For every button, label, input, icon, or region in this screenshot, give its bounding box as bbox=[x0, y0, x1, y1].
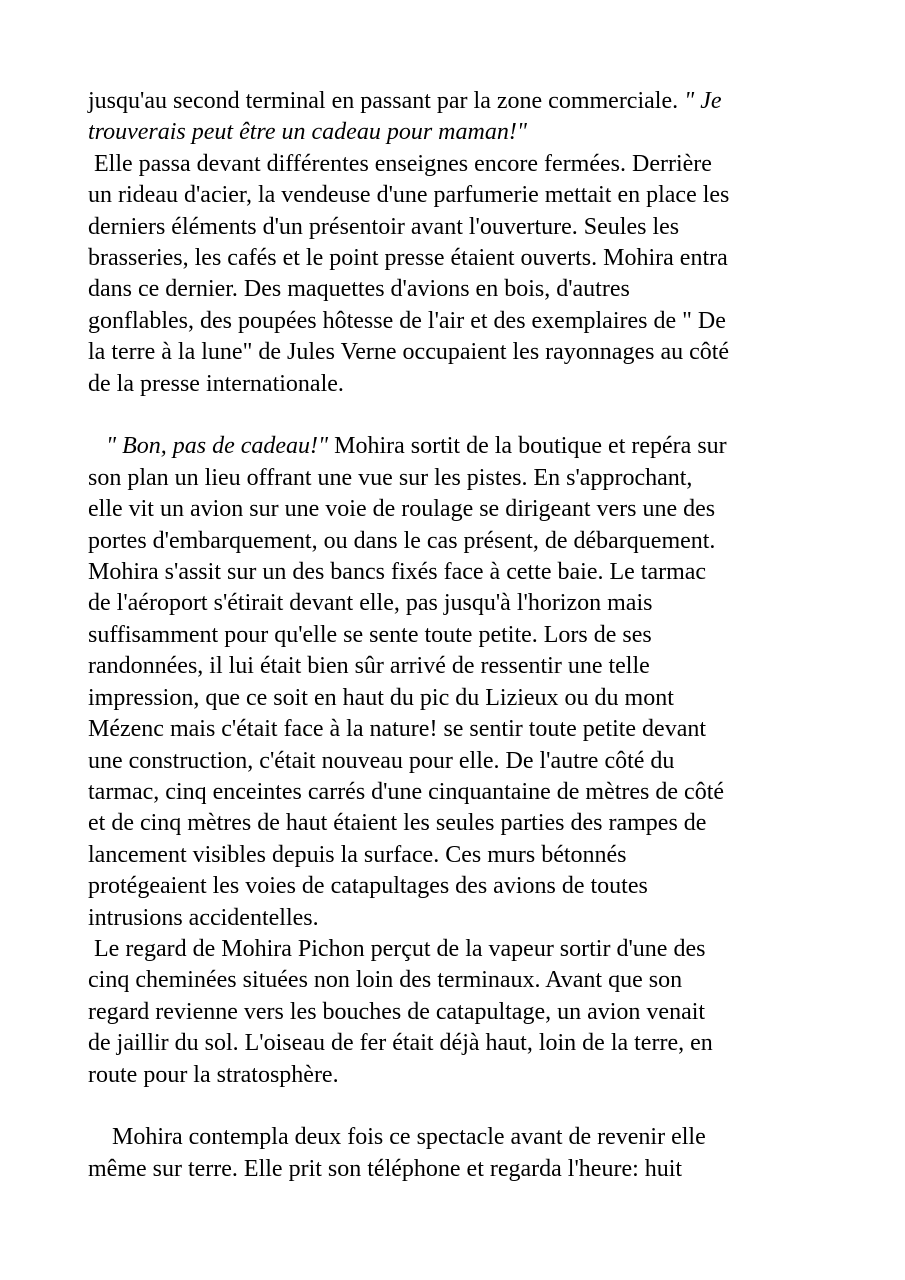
italic-text-segment: " Je bbox=[684, 88, 722, 114]
text-segment: cinq cheminées situées non loin des terminaux. Avant que son bbox=[88, 967, 683, 994]
text-segment: dans ce dernier. Des maquettes d'avions en bois, d'autres bbox=[88, 276, 630, 303]
text-segment: une construction, c'était nouveau pour elle. De l'autre côté du bbox=[88, 747, 675, 774]
text-line bbox=[88, 212, 825, 243]
text-line bbox=[88, 494, 825, 525]
text-segment: de jaillir du sol. L'oiseau de fer était déjà haut, loin de la terre, en bbox=[88, 1030, 713, 1057]
text-segment: lancement visibles depuis la surface. Ces murs bétonnés bbox=[88, 841, 627, 868]
text-line bbox=[88, 714, 825, 745]
text-line bbox=[88, 683, 825, 714]
text-segment: même sur terre. Elle prit son téléphone et regarda l'heure: huit bbox=[88, 1155, 683, 1182]
text-segment: Mohira s'assit sur un des bancs fixés face à cette baie. Le tarmac bbox=[88, 559, 707, 586]
text-segment: jusqu'au second terminal en passant par la zone commerciale. bbox=[88, 88, 685, 114]
text-segment: tarmac, cinq enceintes carrés d'une cinquantaine de mètres de côté bbox=[88, 778, 725, 805]
text-segment: la terre à la lune" de Jules Verne occupaient les rayonnages au côté bbox=[88, 339, 730, 366]
text-line bbox=[88, 997, 825, 1028]
blank-line bbox=[88, 400, 825, 431]
text-segment: regard revienne vers les bouches de catapultage, un avion venait bbox=[88, 998, 706, 1025]
text-line bbox=[88, 934, 825, 965]
italic-text-segment: " Bon, pas de cadeau!" bbox=[106, 433, 329, 460]
text-line bbox=[88, 243, 825, 274]
text-segment bbox=[88, 433, 106, 459]
text-segment: elle vit un avion sur une voie de roulage se dirigeant vers une des bbox=[88, 496, 716, 523]
text-line bbox=[88, 620, 825, 651]
text-segment: brasseries, les cafés et le point presse étaient ouverts. Mohira entra bbox=[88, 245, 728, 272]
text-line bbox=[88, 180, 825, 211]
text-line bbox=[88, 149, 825, 180]
text-line bbox=[88, 463, 825, 494]
text-line bbox=[88, 431, 825, 462]
text-line bbox=[88, 588, 825, 619]
text-segment: Mohira sortit de la boutique et repéra sur bbox=[328, 433, 727, 460]
text-line bbox=[88, 1028, 825, 1059]
text-line bbox=[88, 871, 825, 902]
text-segment: un rideau d'acier, la vendeuse d'une parfumerie mettait en place les bbox=[88, 182, 730, 209]
blank-line bbox=[88, 1091, 825, 1122]
text-segment: intrusions accidentelles. bbox=[88, 904, 319, 931]
text-segment: de la presse internationale. bbox=[88, 370, 344, 397]
text-line bbox=[88, 369, 825, 400]
text-segment: Elle passa devant différentes enseignes encore fermées. Derrière bbox=[88, 150, 712, 177]
text-segment: randonnées, il lui était bien sûr arrivé de ressentir une telle bbox=[88, 653, 650, 680]
text-line bbox=[88, 840, 825, 871]
text-line bbox=[88, 1122, 825, 1153]
text-segment: suffisamment pour qu'elle se sente toute petite. Lors de ses bbox=[88, 621, 652, 648]
text-line bbox=[88, 1154, 825, 1185]
text-line bbox=[88, 526, 825, 557]
text-segment: route pour la stratosphère. bbox=[88, 1061, 339, 1088]
text-segment: Mohira contempla deux fois ce spectacle avant de revenir elle bbox=[88, 1124, 706, 1151]
text-line bbox=[88, 557, 825, 588]
text-segment: protégeaient les voies de catapultages des avions de toutes bbox=[88, 873, 648, 900]
text-line bbox=[88, 274, 825, 305]
italic-text-segment: trouverais peut être un cadeau pour maman!" bbox=[88, 119, 527, 146]
text-segment: impression, que ce soit en haut du pic du Lizieux ou du mont bbox=[88, 684, 674, 711]
text-segment: Le regard de Mohira Pichon perçut de la vapeur sortir d'une des bbox=[88, 935, 706, 962]
text-line bbox=[88, 808, 825, 839]
text-line bbox=[88, 777, 825, 808]
text-segment: de l'aéroport s'étirait devant elle, pas jusqu'à l'horizon mais bbox=[88, 590, 653, 617]
text-segment: portes d'embarquement, ou dans le cas présent, de débarquement. bbox=[88, 527, 716, 554]
text-line bbox=[88, 337, 825, 368]
text-line bbox=[88, 903, 825, 934]
text-segment: derniers éléments d'un présentoir avant l'ouverture. Seules les bbox=[88, 213, 680, 240]
text-segment: Mézenc mais c'était face à la nature! se sentir toute petite devant bbox=[88, 716, 707, 743]
text-line bbox=[88, 746, 825, 777]
text-segment: gonflables, des poupées hôtesse de l'air et des exemplaires de " De bbox=[88, 307, 726, 334]
text-line bbox=[88, 86, 825, 117]
text-line bbox=[88, 306, 825, 337]
text-segment: son plan un lieu offrant une vue sur les pistes. En s'approchant, bbox=[88, 464, 693, 491]
text-line bbox=[88, 117, 825, 148]
text-line bbox=[88, 651, 825, 682]
text-line bbox=[88, 965, 825, 996]
page-text bbox=[88, 86, 825, 1185]
text-line bbox=[88, 1060, 825, 1091]
text-segment: et de cinq mètres de haut étaient les seules parties des rampes de bbox=[88, 810, 707, 837]
